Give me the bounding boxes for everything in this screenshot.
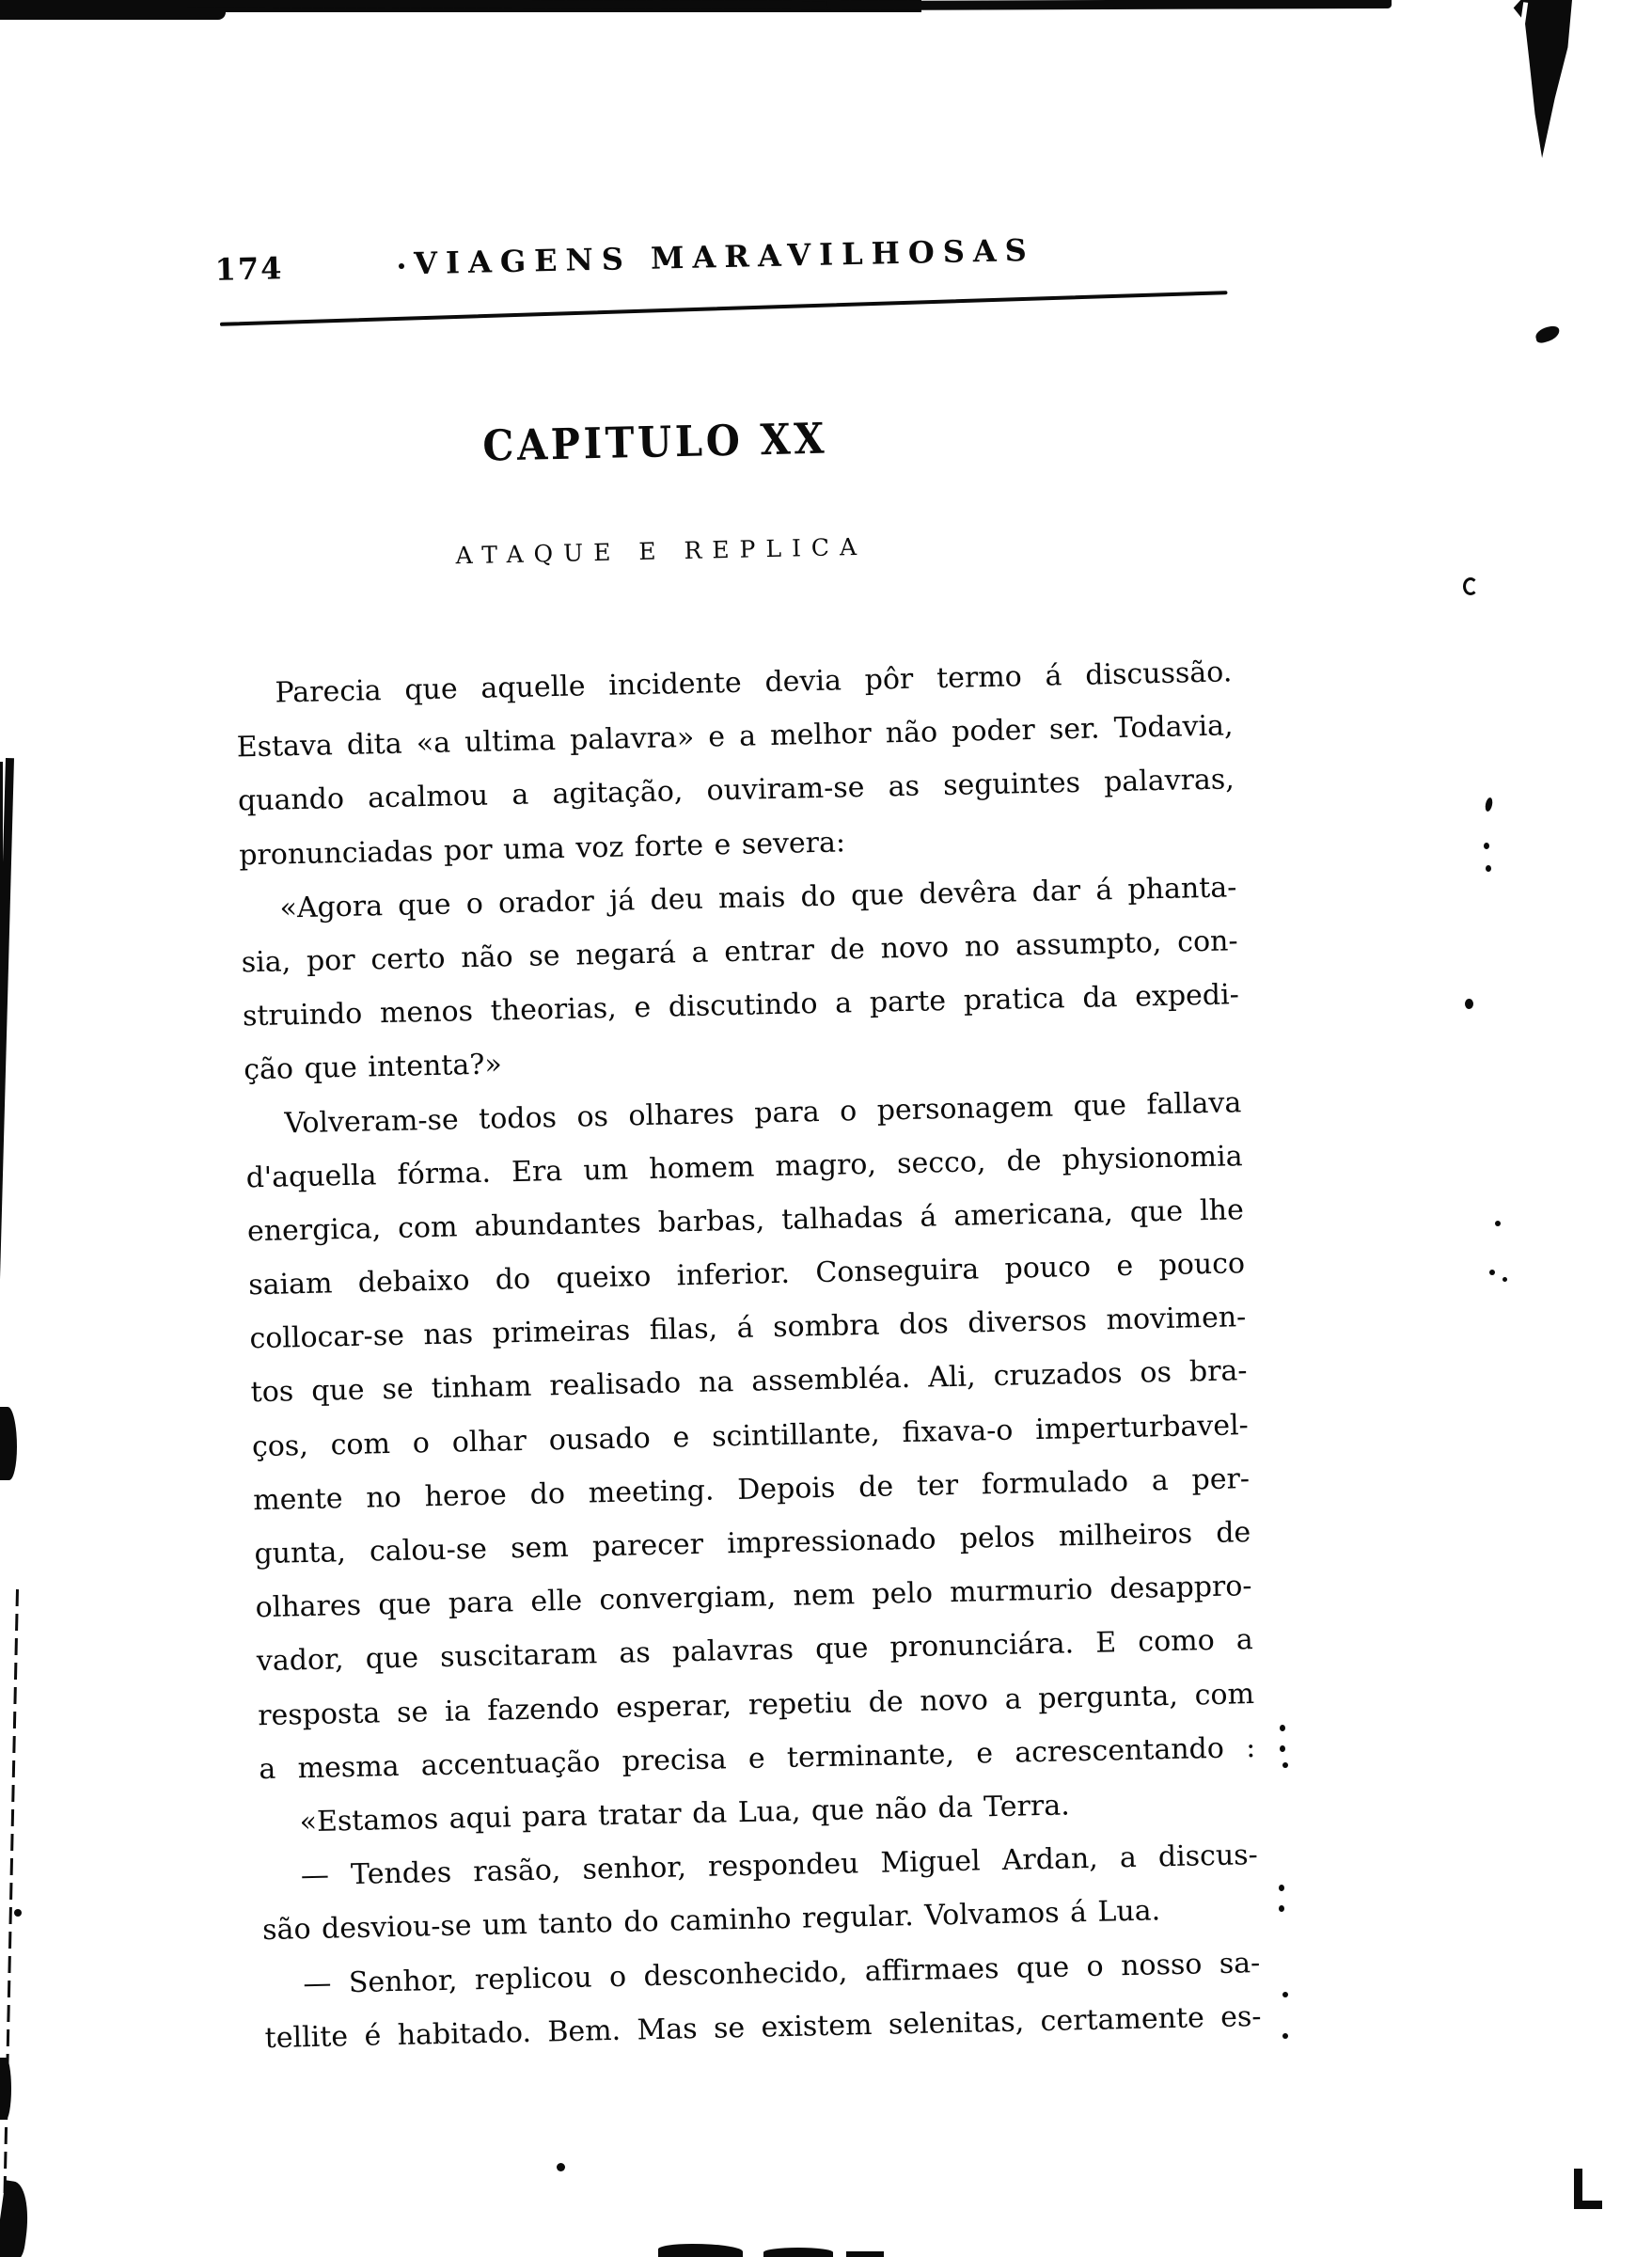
- text-line: Parecia que aquelle incidente devia pôr termo á discussão.: [275, 655, 1233, 710]
- page-number: 174: [214, 250, 284, 288]
- text-line: — Senhor, replicou o desconhecido, affirmaes que o nosso sa-: [303, 1946, 1261, 2000]
- ink-speck: [1279, 1905, 1284, 1912]
- ink-smudge-bottom: [846, 2251, 884, 2257]
- gutter-blob: [0, 2058, 11, 2120]
- text-line: energica, com abundantes barbas, talhadas á americana, que lhe: [246, 1193, 1245, 1249]
- ink-blob-top-right: [1501, 0, 1572, 158]
- text-line: Estava dita «a ultima palavra» e a melhor não poder ser. Todavia,: [236, 709, 1234, 765]
- ink-smudge-bottom: [658, 2244, 743, 2257]
- text-line: ços, com o olhar ousado e scintillante, fixava-o imperturbavel-: [251, 1408, 1250, 1463]
- ink-speck: [399, 263, 404, 269]
- text-line: sia, por certo não se negará a entrar de novo no assumpto, con-: [241, 924, 1238, 980]
- text-line: collocar-se nas primeiras filas, á sombra dos diversos movimen-: [249, 1301, 1247, 1356]
- text-line: «Agora que o orador já deu mais do que devêra dar á phanta-: [279, 871, 1237, 925]
- gutter-streak: [2, 1589, 19, 2257]
- text-line: — Tendes rasão, senhor, respondeu Miguel Ardan, a discus-: [300, 1839, 1259, 1893]
- text-line: ção que intenta?»: [243, 1048, 503, 1087]
- text-line: são desviou-se um tanto do caminho regular. Volvamos á Lua.: [261, 1894, 1161, 1948]
- ink-speck: [1489, 1270, 1495, 1275]
- ink-speck: [1280, 1725, 1285, 1731]
- text-line: tellite é habitado. Bem. Mas se existem selenitas, certamente es-: [264, 1999, 1262, 2055]
- scan-edge-top-band: [827, 0, 1392, 10]
- ink-speck: [1485, 797, 1494, 812]
- chapter-title: CAPITULO XX: [481, 413, 828, 471]
- ink-speck: [1463, 577, 1478, 595]
- ink-speck: [14, 1909, 22, 1917]
- text-line: quando acalmou a agitação, ouviram-se as seguintes palavras,: [237, 763, 1235, 818]
- text-line: struindo menos theorias, e discutindo a parte pratica da expedi-: [242, 978, 1240, 1034]
- chapter-subtitle: ATAQUE E REPLICA: [455, 532, 868, 570]
- ink-speck: [1495, 1221, 1501, 1226]
- text-line: saiam debaixo do queixo inferior. Conseguira pouco e pouco: [247, 1247, 1246, 1302]
- corner-mark-bottom-right: [1574, 2201, 1602, 2209]
- ink-speck: [1280, 1745, 1285, 1752]
- text-line: d'aquella fórma. Era um homem magro, secco, de physionomia: [245, 1139, 1243, 1195]
- text-line: vador, que suscitaram as palavras que pronunciára. E como a: [256, 1623, 1254, 1679]
- gutter-streak: [0, 762, 3, 1006]
- page-content: [214, 224, 1264, 2136]
- ink-blob-highlight: [1508, 2, 1528, 113]
- ink-speck: [1534, 324, 1562, 344]
- text-line: mente no heroe do meeting. Depois de ter formulado a per-: [252, 1461, 1251, 1518]
- ink-speck: [1282, 1762, 1288, 1768]
- ink-smudge-bottom: [763, 2248, 833, 2257]
- text-line: pronunciadas por uma voz forte e severa:: [238, 825, 846, 872]
- text-line: olhares que para elle convergiam, nem pelo murmurio desappro-: [255, 1570, 1252, 1625]
- running-title: VIAGENS MARAVILHOSAS: [413, 231, 1036, 282]
- gutter-blob: [0, 2180, 34, 2257]
- ink-speck: [1503, 1277, 1507, 1282]
- header-rule: [220, 291, 1228, 326]
- ink-speck: [1486, 865, 1491, 872]
- ink-speck: [1484, 843, 1489, 849]
- text-line: tos que se tinham realisado na assembléa. Ali, cruzados os bra-: [250, 1354, 1248, 1410]
- ink-speck: [1279, 1885, 1284, 1891]
- ink-speck: [1282, 1992, 1288, 1997]
- ink-speck: [1465, 999, 1473, 1009]
- ink-speck: [1282, 2033, 1288, 2039]
- text-line: «Estamos aqui para tratar da Lua, que não da Terra.: [299, 1789, 1071, 1839]
- ink-speck: [557, 2163, 565, 2171]
- text-line: gunta, calou-se sem parecer impressionado pelos milheiros de: [254, 1516, 1251, 1571]
- gutter-blob: [0, 1407, 17, 1480]
- text-line: resposta se ia fazendo esperar, repetiu de novo a pergunta, com: [257, 1677, 1255, 1732]
- text-line: Volveram-se todos os olhares para o personagem que fallava: [284, 1085, 1242, 1140]
- text-line: a mesma accentuação precisa e terminante, e acrescentando :: [259, 1730, 1256, 1786]
- body-text: [235, 645, 1262, 2065]
